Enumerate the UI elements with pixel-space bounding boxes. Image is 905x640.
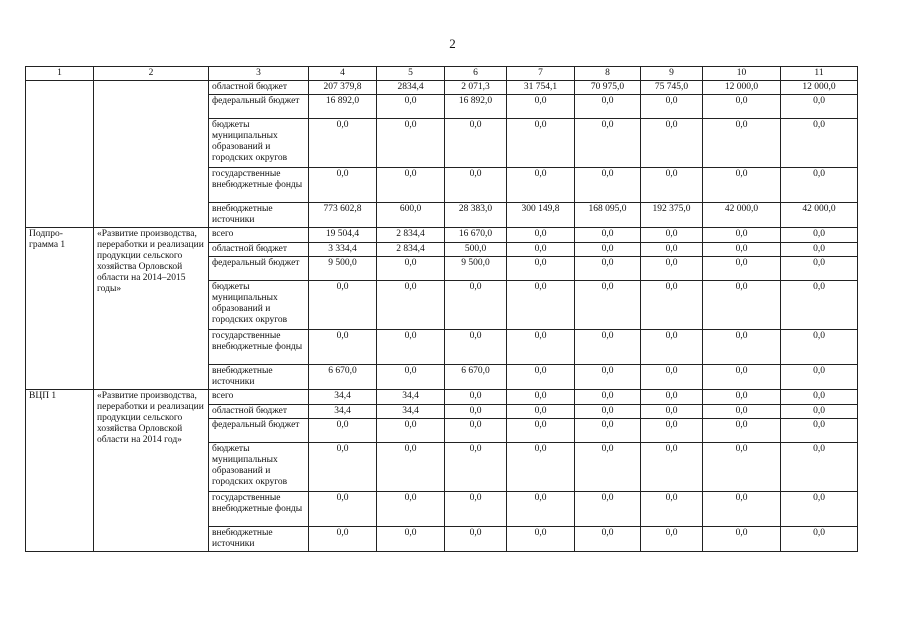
value-cell: 773 602,8 <box>309 203 377 228</box>
funding-source: областной бюджет <box>209 81 309 95</box>
value-cell: 2 834,4 <box>377 243 445 257</box>
value-cell: 0,0 <box>507 257 575 281</box>
value-cell: 0,0 <box>703 419 781 443</box>
value-cell: 2 834,4 <box>377 228 445 243</box>
value-cell: 0,0 <box>507 365 575 390</box>
value-cell: 31 754,1 <box>507 81 575 95</box>
value-cell: 12 000,0 <box>781 81 858 95</box>
funding-source: бюджеты муниципальных образований и городских округов <box>209 443 309 492</box>
value-cell: 12 000,0 <box>703 81 781 95</box>
value-cell: 0,0 <box>703 365 781 390</box>
value-cell: 0,0 <box>703 492 781 527</box>
value-cell: 0,0 <box>641 243 703 257</box>
funding-source: внебюджетные источники <box>209 203 309 228</box>
funding-source: федеральный бюджет <box>209 257 309 281</box>
value-cell: 0,0 <box>507 281 575 330</box>
column-header: 8 <box>575 67 641 81</box>
value-cell: 6 670,0 <box>445 365 507 390</box>
funding-source: всего <box>209 228 309 243</box>
program-title: «Развитие производства, переработки и реализации продукции сельского хозяйства Орловской области на 2014 год» <box>94 390 209 552</box>
value-cell: 0,0 <box>641 95 703 119</box>
value-cell: 0,0 <box>507 405 575 419</box>
value-cell: 34,4 <box>377 390 445 405</box>
value-cell: 0,0 <box>703 405 781 419</box>
value-cell: 0,0 <box>703 168 781 203</box>
value-cell: 0,0 <box>575 330 641 365</box>
value-cell: 0,0 <box>377 95 445 119</box>
value-cell: 19 504,4 <box>309 228 377 243</box>
value-cell: 2 071,3 <box>445 81 507 95</box>
budget-table <box>25 66 858 552</box>
value-cell: 0,0 <box>781 119 858 168</box>
value-cell: 192 375,0 <box>641 203 703 228</box>
value-cell: 9 500,0 <box>445 257 507 281</box>
value-cell: 0,0 <box>309 492 377 527</box>
column-header: 11 <box>781 67 858 81</box>
funding-source: внебюджетные источники <box>209 527 309 552</box>
value-cell: 0,0 <box>641 281 703 330</box>
value-cell: 207 379,8 <box>309 81 377 95</box>
value-cell: 0,0 <box>445 390 507 405</box>
value-cell: 0,0 <box>507 419 575 443</box>
value-cell: 2834,4 <box>377 81 445 95</box>
value-cell: 0,0 <box>445 419 507 443</box>
value-cell: 500,0 <box>445 243 507 257</box>
value-cell: 0,0 <box>377 119 445 168</box>
funding-source: внебюджетные источники <box>209 365 309 390</box>
table-row <box>26 81 858 95</box>
value-cell: 168 095,0 <box>575 203 641 228</box>
funding-source: государственные внебюджетные фонды <box>209 330 309 365</box>
value-cell: 70 975,0 <box>575 81 641 95</box>
value-cell: 0,0 <box>445 405 507 419</box>
value-cell: 42 000,0 <box>781 203 858 228</box>
value-cell: 600,0 <box>377 203 445 228</box>
value-cell: 9 500,0 <box>309 257 377 281</box>
value-cell: 0,0 <box>377 330 445 365</box>
value-cell: 0,0 <box>575 405 641 419</box>
value-cell: 0,0 <box>703 228 781 243</box>
value-cell: 0,0 <box>781 243 858 257</box>
value-cell: 16 892,0 <box>445 95 507 119</box>
value-cell: 0,0 <box>703 95 781 119</box>
value-cell: 0,0 <box>575 168 641 203</box>
value-cell: 300 149,8 <box>507 203 575 228</box>
value-cell: 0,0 <box>781 330 858 365</box>
program-cell <box>26 81 94 228</box>
funding-source: государственные внебюджетные фонды <box>209 492 309 527</box>
value-cell: 0,0 <box>575 492 641 527</box>
value-cell: 0,0 <box>641 527 703 552</box>
value-cell: 0,0 <box>575 419 641 443</box>
value-cell: 0,0 <box>309 168 377 203</box>
column-header: 6 <box>445 67 507 81</box>
value-cell: 16 670,0 <box>445 228 507 243</box>
value-cell: 0,0 <box>309 419 377 443</box>
funding-source: областной бюджет <box>209 243 309 257</box>
value-cell: 0,0 <box>575 365 641 390</box>
value-cell: 0,0 <box>309 330 377 365</box>
value-cell: 0,0 <box>575 228 641 243</box>
value-cell: 0,0 <box>507 443 575 492</box>
value-cell: 0,0 <box>575 95 641 119</box>
value-cell: 0,0 <box>703 443 781 492</box>
value-cell: 0,0 <box>377 168 445 203</box>
value-cell: 0,0 <box>445 281 507 330</box>
value-cell: 0,0 <box>575 390 641 405</box>
value-cell: 0,0 <box>575 257 641 281</box>
value-cell: 0,0 <box>781 257 858 281</box>
value-cell: 0,0 <box>377 527 445 552</box>
value-cell: 0,0 <box>377 365 445 390</box>
value-cell: 0,0 <box>641 330 703 365</box>
funding-source: федеральный бюджет <box>209 95 309 119</box>
column-header: 9 <box>641 67 703 81</box>
value-cell: 0,0 <box>309 281 377 330</box>
value-cell: 75 745,0 <box>641 81 703 95</box>
value-cell: 0,0 <box>575 527 641 552</box>
value-cell: 0,0 <box>575 243 641 257</box>
value-cell: 0,0 <box>309 527 377 552</box>
funding-source: бюджеты муниципальных образований и городских округов <box>209 119 309 168</box>
value-cell: 0,0 <box>641 492 703 527</box>
value-cell: 34,4 <box>309 405 377 419</box>
value-cell: 0,0 <box>703 390 781 405</box>
value-cell: 0,0 <box>781 168 858 203</box>
value-cell: 0,0 <box>781 492 858 527</box>
column-header: 7 <box>507 67 575 81</box>
value-cell: 0,0 <box>377 492 445 527</box>
column-header: 2 <box>94 67 209 81</box>
value-cell: 6 670,0 <box>309 365 377 390</box>
value-cell: 0,0 <box>781 527 858 552</box>
page-number: 2 <box>449 36 456 51</box>
value-cell: 0,0 <box>781 419 858 443</box>
value-cell: 0,0 <box>641 419 703 443</box>
value-cell: 0,0 <box>507 228 575 243</box>
value-cell: 0,0 <box>703 330 781 365</box>
value-cell: 0,0 <box>445 492 507 527</box>
value-cell: 28 383,0 <box>445 203 507 228</box>
value-cell: 0,0 <box>575 443 641 492</box>
value-cell: 0,0 <box>507 330 575 365</box>
value-cell: 0,0 <box>377 281 445 330</box>
value-cell: 0,0 <box>507 95 575 119</box>
value-cell: 0,0 <box>781 443 858 492</box>
column-header: 4 <box>309 67 377 81</box>
value-cell: 0,0 <box>641 390 703 405</box>
value-cell: 0,0 <box>507 119 575 168</box>
value-cell: 0,0 <box>641 405 703 419</box>
program-code: ВЦП 1 <box>26 390 94 552</box>
value-cell: 0,0 <box>445 443 507 492</box>
funding-source: федеральный бюджет <box>209 419 309 443</box>
value-cell: 0,0 <box>641 119 703 168</box>
value-cell: 0,0 <box>641 168 703 203</box>
value-cell: 0,0 <box>575 281 641 330</box>
funding-source: областной бюджет <box>209 405 309 419</box>
funding-source: всего <box>209 390 309 405</box>
column-header: 5 <box>377 67 445 81</box>
value-cell: 34,4 <box>377 405 445 419</box>
program-title: «Развитие производства, переработки и реализации продукции сельского хозяйства Орловской области на 2014–2015 годы» <box>94 228 209 390</box>
value-cell: 0,0 <box>703 243 781 257</box>
value-cell: 0,0 <box>377 443 445 492</box>
funding-source: бюджеты муниципальных образований и городских округов <box>209 281 309 330</box>
value-cell: 0,0 <box>445 168 507 203</box>
table-row <box>26 228 858 243</box>
value-cell: 0,0 <box>703 257 781 281</box>
value-cell: 0,0 <box>703 527 781 552</box>
column-header: 10 <box>703 67 781 81</box>
value-cell: 0,0 <box>641 257 703 281</box>
column-number-row <box>26 67 858 81</box>
value-cell: 0,0 <box>507 390 575 405</box>
table-row <box>26 390 858 405</box>
value-cell: 3 334,4 <box>309 243 377 257</box>
value-cell: 0,0 <box>507 168 575 203</box>
value-cell: 0,0 <box>377 257 445 281</box>
value-cell: 0,0 <box>641 365 703 390</box>
value-cell: 0,0 <box>781 95 858 119</box>
value-cell: 0,0 <box>575 119 641 168</box>
value-cell: 0,0 <box>641 228 703 243</box>
value-cell: 0,0 <box>781 390 858 405</box>
value-cell: 0,0 <box>507 527 575 552</box>
value-cell: 0,0 <box>703 119 781 168</box>
funding-source: государственные внебюджетные фонды <box>209 168 309 203</box>
value-cell: 0,0 <box>507 492 575 527</box>
column-header: 1 <box>26 67 94 81</box>
value-cell: 0,0 <box>445 330 507 365</box>
value-cell: 0,0 <box>781 281 858 330</box>
value-cell: 0,0 <box>445 527 507 552</box>
value-cell: 0,0 <box>445 119 507 168</box>
program-title-cell <box>94 81 209 228</box>
value-cell: 0,0 <box>641 443 703 492</box>
program-code: Подпро-грамма 1 <box>26 228 94 390</box>
value-cell: 34,4 <box>309 390 377 405</box>
value-cell: 42 000,0 <box>703 203 781 228</box>
value-cell: 0,0 <box>781 228 858 243</box>
value-cell: 0,0 <box>507 243 575 257</box>
column-header: 3 <box>209 67 309 81</box>
value-cell: 0,0 <box>781 405 858 419</box>
value-cell: 0,0 <box>309 443 377 492</box>
value-cell: 0,0 <box>781 365 858 390</box>
value-cell: 0,0 <box>703 281 781 330</box>
value-cell: 0,0 <box>309 119 377 168</box>
value-cell: 0,0 <box>377 419 445 443</box>
value-cell: 16 892,0 <box>309 95 377 119</box>
